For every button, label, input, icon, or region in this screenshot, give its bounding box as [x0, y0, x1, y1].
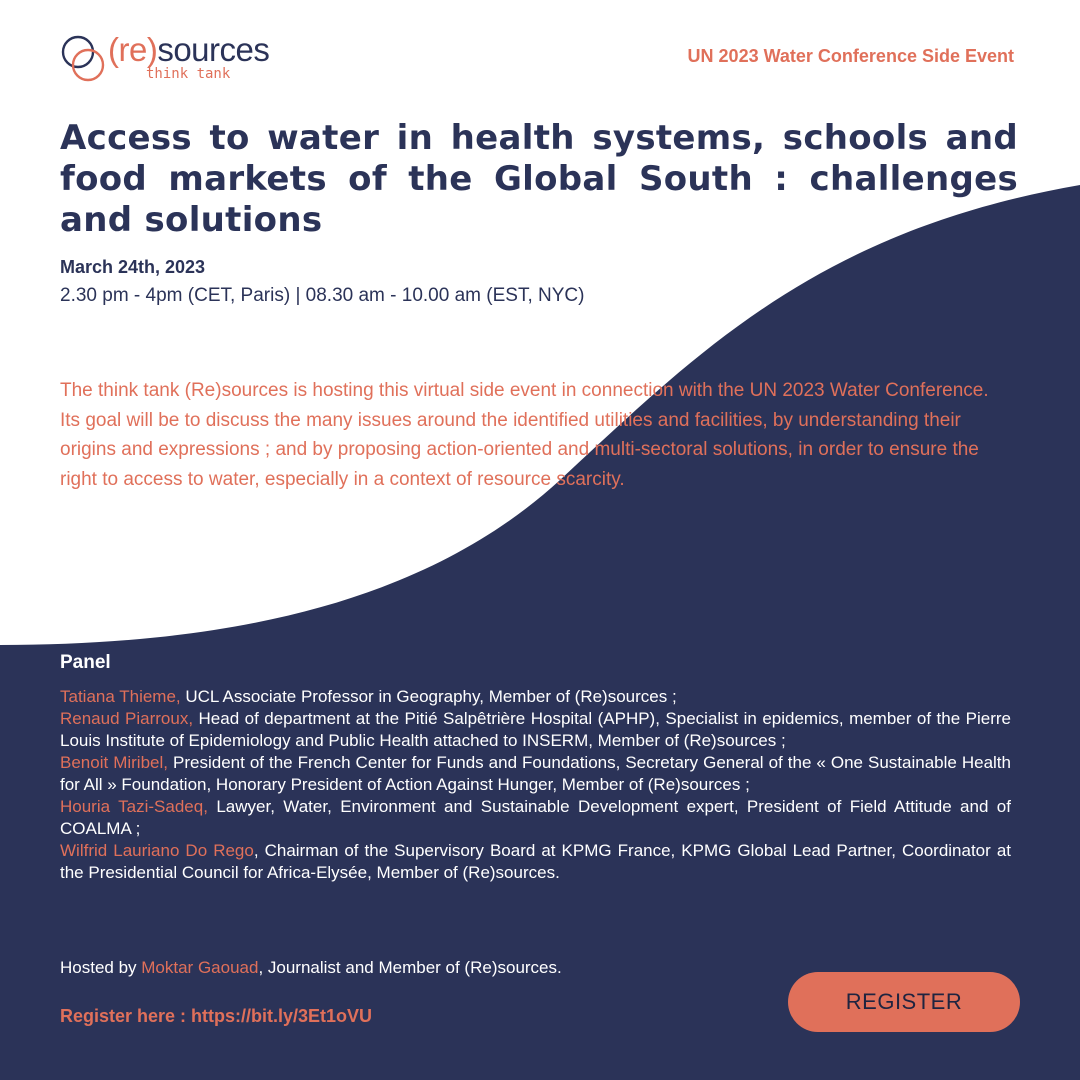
- panel-member-role: UCL Associate Professor in Geography, Member of (Re)sources ;: [180, 687, 677, 706]
- description-part1: The think tank (Re)sources is hosting this virtual side event in connection with the: [60, 380, 750, 401]
- logo-subtitle: think tank: [146, 66, 231, 82]
- page-title: Access to water in health systems, schools and food markets of the Global South : challenges and solutions: [60, 118, 1018, 240]
- host-name: Moktar Gaouad: [141, 958, 259, 977]
- panel-member-role: , Chairman of the Supervisory Board at KPMG France, KPMG Global Lead Partner, Coordinator at the Presidential Council for Africa-Elysée, Member of (Re)sources.: [60, 841, 1012, 882]
- logo-wordmark: [108, 32, 269, 68]
- panel-member: [60, 796, 1011, 840]
- panel-member-name: Wilfrid Lauriano Do Rego: [60, 841, 254, 860]
- hosted-suffix: , Journalist and Member of (Re)sources.: [258, 958, 562, 977]
- panel-member-role: President of the French Center for Funds and Foundations, Secretary General of the « One Sustainable Health for All » Foundation, Honorary President of Action Against Hunger, Member of (Re)sources ;: [60, 753, 1011, 794]
- event-description: [60, 376, 1010, 494]
- panel-member: [60, 752, 1011, 796]
- hosted-by: [60, 958, 562, 978]
- register-link[interactable]: Register here : https://bit.ly/3Et1oVU: [60, 1006, 373, 1026]
- event-time: 2.30 pm - 4pm (CET, Paris) | 08.30 am - 10.00 am (EST, NYC): [60, 285, 585, 306]
- hosted-prefix: Hosted by: [60, 958, 142, 977]
- event-date: March 24th, 2023: [60, 257, 206, 277]
- logo-wordmark-re: (re): [108, 31, 158, 68]
- panel-member-name: Tatiana Thieme,: [60, 687, 181, 706]
- panel-member-name: Houria Tazi-Sadeq,: [60, 797, 208, 816]
- panel-list: [60, 686, 1011, 884]
- description-highlight: UN 2023 Water Conference: [749, 380, 984, 401]
- description-part2: . Its goal will be to discuss the many issues around the identified utilities and facilities, by understanding their origins and expressions ; and by proposing action-oriented and multi-sectoral solutions, in order to ensure the right to access to water, especially in a context of resource scarcity.: [60, 380, 989, 490]
- panel-member-role: Head of department at the Pitié Salpêtrière Hospital (APHP), Specialist in epidemics, member of the Pierre Louis Institute of Epidemiology and Public Health attached to INSERM, Member of (Re)sources ;: [60, 709, 1011, 750]
- panel-heading: Panel: [60, 652, 111, 673]
- event-tag: UN 2023 Water Conference Side Event: [687, 46, 1014, 66]
- panel-member-role: Lawyer, Water, Environment and Sustainable Development expert, President of Field Attitude and of COALMA ;: [60, 797, 1011, 838]
- panel-member-name: Renaud Piarroux,: [60, 709, 194, 728]
- panel-member: [60, 840, 1011, 884]
- logo-circles-icon: [60, 34, 106, 84]
- logo-wordmark-sources: sources: [157, 31, 270, 68]
- panel-member: [60, 708, 1011, 752]
- panel-member-name: Benoit Miribel,: [60, 753, 168, 772]
- panel-member: [60, 686, 1011, 708]
- register-button[interactable]: REGISTER: [788, 972, 1020, 1032]
- resources-logo: [60, 32, 300, 84]
